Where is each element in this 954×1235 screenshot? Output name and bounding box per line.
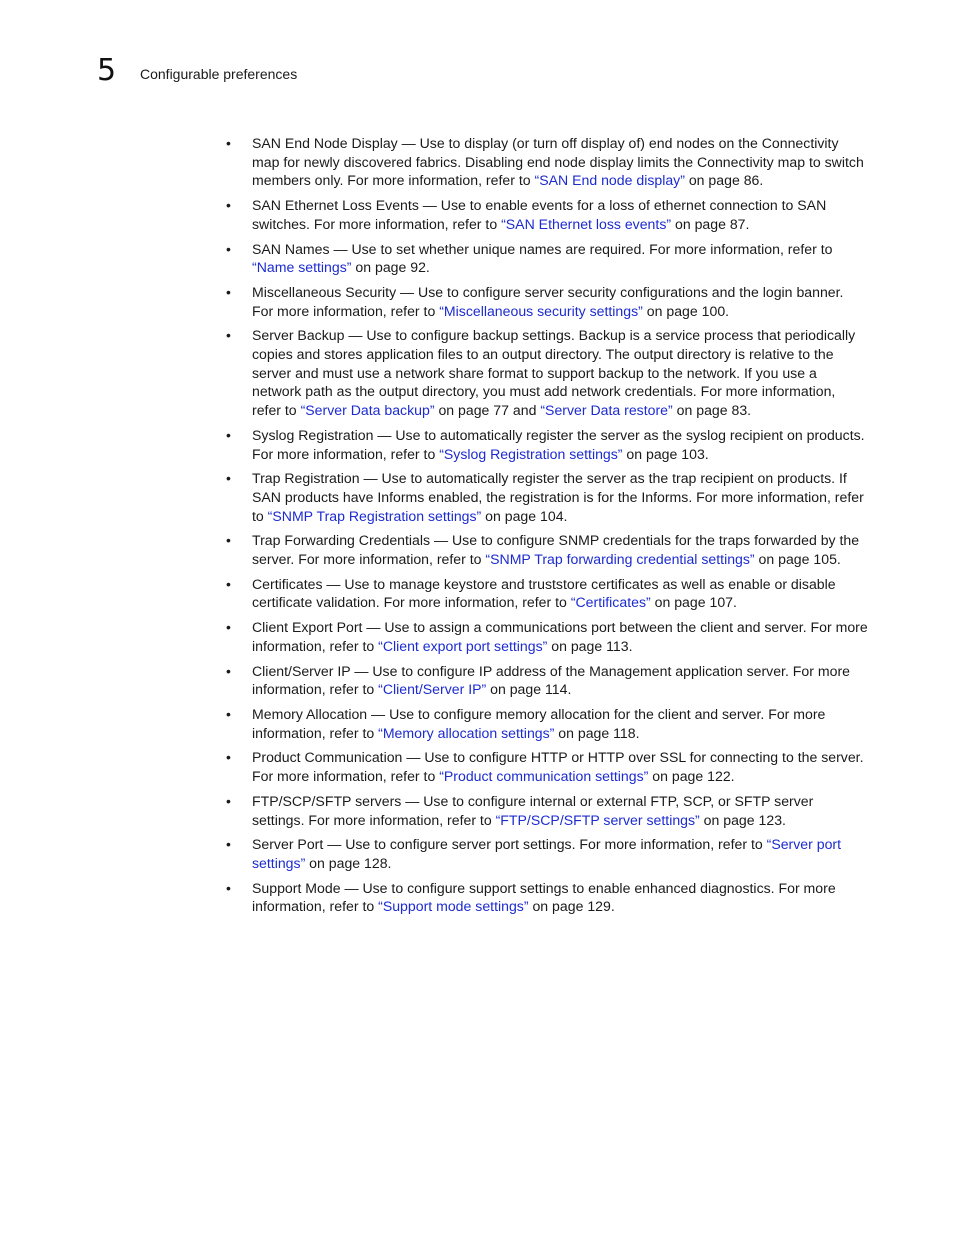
list-item — [226, 618, 868, 655]
list-item — [226, 835, 868, 872]
cross-reference-link[interactable]: “SNMP Trap forwarding credential settings” — [485, 551, 755, 568]
item-page-ref: on page 77 and — [434, 402, 541, 419]
cross-reference-link[interactable]: “Memory allocation settings” — [378, 724, 555, 741]
item-page-ref: on page 113. — [547, 637, 633, 654]
list-item — [226, 705, 868, 742]
item-page-ref: on page 123. — [699, 811, 786, 828]
item-page-ref: on page 128. — [305, 854, 392, 871]
cross-reference-link[interactable]: “Certificates” — [570, 594, 651, 611]
item-page-ref: on page 118. — [554, 724, 640, 741]
cross-reference-link[interactable]: “SNMP Trap Registration settings” — [267, 507, 482, 524]
item-text: Trap Registration — Use to automatically register the server as the trap recipient on products. If SAN products have Informs enabled, the registration is for the Informs. For more information, refer to — [252, 470, 864, 524]
list-item — [226, 792, 868, 829]
cross-reference-link[interactable]: “FTP/SCP/SFTP server settings” — [495, 811, 700, 828]
item-page-ref: on page 103. — [622, 445, 709, 462]
item-page-ref: on page 104. — [481, 507, 568, 524]
list-item — [226, 748, 868, 785]
cross-reference-link[interactable]: “SAN End node display” — [534, 172, 685, 189]
bullet-icon: • — [226, 705, 231, 722]
item-text: Syslog Registration — Use to automatically register the server as the syslog recipient on products. For more information, refer to — [252, 426, 865, 462]
bullet-icon: • — [226, 532, 231, 549]
cross-reference-link[interactable]: “Syslog Registration settings” — [439, 445, 623, 462]
cross-reference-link[interactable]: “Client export port settings” — [378, 637, 548, 654]
cross-reference-link[interactable]: “Server Data backup” — [300, 402, 435, 419]
bullet-icon: • — [226, 135, 231, 151]
item-page-ref: on page 105. — [754, 551, 841, 568]
bullet-icon: • — [226, 749, 231, 766]
cross-reference-link[interactable]: “Miscellaneous security settings” — [439, 302, 643, 319]
bullet-icon: • — [226, 836, 231, 853]
bullet-icon: • — [226, 619, 231, 636]
bullet-icon: • — [226, 426, 231, 443]
item-text: Product Communication — Use to configure HTTP or HTTP over SSL for connecting to the server. For more information, refer to — [252, 749, 864, 785]
item-page-ref: on page 129. — [528, 898, 615, 915]
list-item — [226, 469, 868, 525]
list-item — [226, 240, 868, 277]
bullet-icon: • — [226, 283, 231, 300]
item-text: SAN Names — Use to set whether unique names are required. For more information, refer to — [252, 240, 833, 257]
bullet-icon: • — [226, 240, 231, 257]
bullet-icon: • — [226, 575, 231, 592]
chapter-title: Configurable preferences — [140, 66, 298, 82]
item-page-ref: on page 87. — [671, 215, 750, 232]
bullet-icon: • — [226, 470, 231, 487]
chapter-number: 5 — [97, 53, 117, 88]
item-text: SAN End Node Display — Use to display (or turn off display of) end nodes on the Connectivity map for newly discovered fabrics. Disabling end node display limits the Connectivity map to switch members only. For more information, refer to — [252, 135, 864, 189]
list-item — [226, 196, 868, 233]
item-page-ref: on page 86. — [684, 172, 764, 189]
bullet-icon: • — [226, 792, 231, 809]
item-text: Server Port — Use to configure server port settings. For more information, refer to — [252, 836, 767, 853]
item-page-ref: on page 100. — [642, 302, 730, 319]
item-text: FTP/SCP/SFTP servers — Use to configure internal or external FTP, SCP, or SFTP server settings. For more information, refer to — [252, 792, 814, 828]
cross-reference-link[interactable]: “SAN Ethernet loss events” — [501, 215, 672, 232]
list-item — [226, 662, 868, 699]
list-item — [226, 575, 868, 612]
cross-reference-link[interactable]: “Name settings” — [252, 259, 352, 276]
item-page-ref: on page 114. — [486, 681, 572, 698]
main-content — [226, 134, 868, 922]
list-item — [226, 283, 868, 320]
item-text: Memory Allocation — Use to configure memory allocation for the client and server. For more information, refer to — [252, 705, 826, 741]
item-text: SAN Ethernet Loss Events — Use to enable events for a loss of ethernet connection to SAN switches. For more information, refer to — [252, 197, 827, 232]
list-item — [226, 531, 868, 568]
item-text: Client Export Port — Use to assign a communications port between the client and server. For more information, refer to — [252, 619, 868, 654]
item-text: Miscellaneous Security — Use to configure server security configurations and the login banner. For more information, refer to — [252, 283, 844, 319]
list-item — [226, 426, 868, 463]
item-page-ref: on page 92. — [351, 259, 430, 276]
preferences-list — [226, 134, 868, 916]
list-item — [226, 326, 868, 420]
item-page-ref: on page 107. — [650, 594, 737, 611]
bullet-icon: • — [226, 879, 231, 896]
cross-reference-link[interactable]: “Support mode settings” — [378, 898, 529, 915]
cross-reference-link[interactable]: “Product communication settings” — [439, 768, 649, 785]
bullet-icon: • — [226, 197, 231, 214]
item-text: Server Backup — Use to configure backup settings. Backup is a service process that periodically copies and stores application files to an output directory. The output directory is relative to the server and must use a network share format to support backup to the network. If you use a network path as the output directory, you must add network credentials. For more information, refer to — [252, 327, 856, 419]
cross-reference-link[interactable]: “Server port settings” — [252, 836, 842, 871]
bullet-icon: • — [226, 662, 231, 679]
item-text: Support Mode — Use to configure support settings to enable enhanced diagnostics. For more information, refer to — [252, 879, 836, 915]
item-text: Client/Server IP — Use to configure IP address of the Management application server. For more information, refer to — [252, 662, 850, 698]
item-page-ref-2: on page 83. — [672, 402, 752, 419]
item-text: Certificates — Use to manage keystore and truststore certificates as well as enable or disable certificate validation. For more information, refer to — [252, 575, 836, 611]
item-text: Trap Forwarding Credentials — Use to configure SNMP credentials for the traps forwarded by the server. For more information, refer to — [252, 532, 860, 568]
cross-reference-link[interactable]: “Client/Server IP” — [378, 681, 487, 698]
bullet-icon: • — [226, 327, 231, 344]
item-page-ref: on page 122. — [648, 768, 735, 785]
list-item — [226, 134, 868, 190]
cross-reference-link-2[interactable]: “Server Data restore” — [540, 402, 673, 419]
list-item — [226, 879, 868, 916]
